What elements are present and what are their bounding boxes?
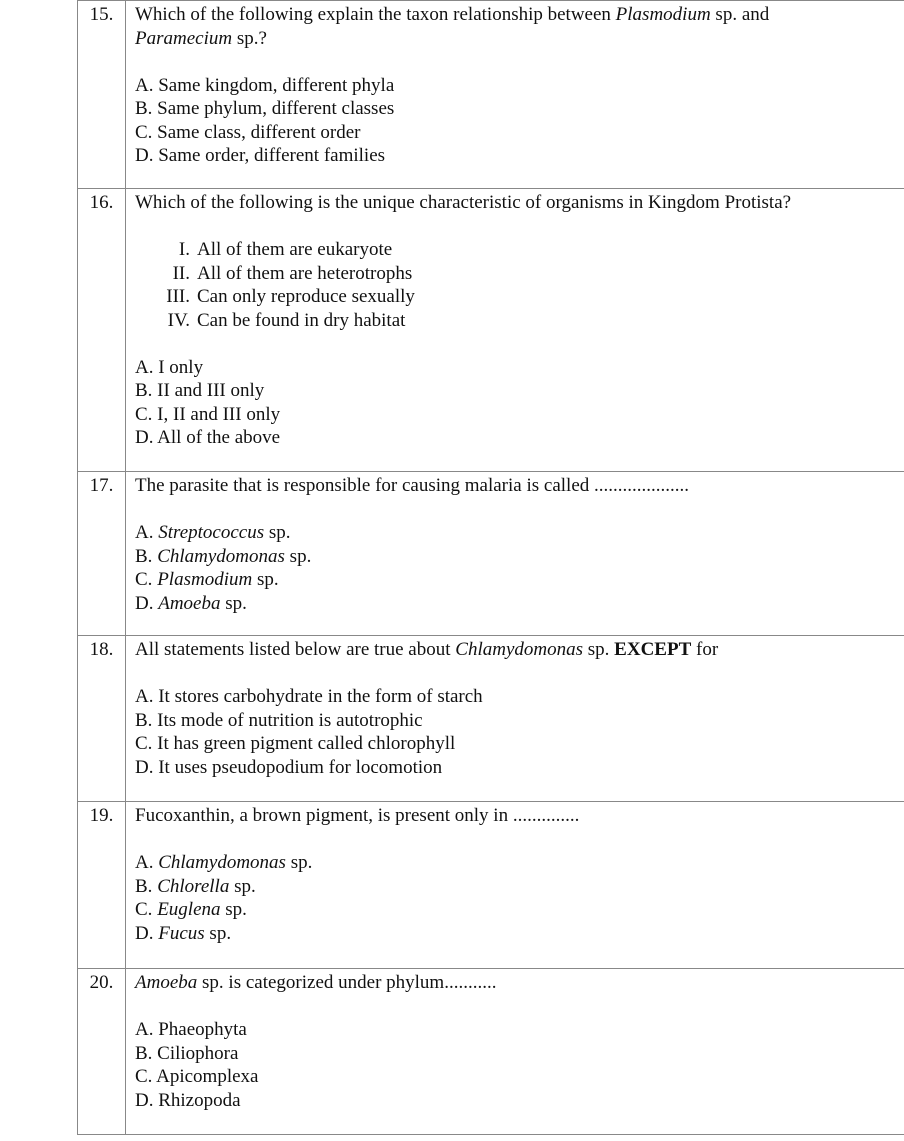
question-number: 19. xyxy=(77,802,126,968)
question-stem: Which of the following is the unique characteristic of organisms in Kingdom Protista? xyxy=(135,192,792,213)
option-b: B. Its mode of nutrition is autotrophic xyxy=(135,709,423,731)
option-d: D. It uses pseudopodium for locomotion xyxy=(135,756,443,778)
option-c: C. Apicomplexa xyxy=(135,1066,259,1087)
question-number: 20. xyxy=(77,969,126,1134)
option-b: B. Same phylum, different classes xyxy=(135,98,395,119)
stem-text: sp.? xyxy=(232,27,267,49)
statement-text: Can only reproduce sexually xyxy=(197,286,415,307)
question-body xyxy=(126,472,904,635)
genus-name: Plasmodium xyxy=(615,4,711,25)
statement-2 xyxy=(135,262,904,286)
question-number: 16. xyxy=(77,189,126,471)
genus-name: Paramecium xyxy=(135,27,233,49)
option-d: D. Fucus sp. xyxy=(135,922,232,944)
question-row-20 xyxy=(77,969,904,1135)
statement-4 xyxy=(135,309,904,333)
option-a: A. Chlamydomonas sp. xyxy=(135,852,313,873)
question-row-18 xyxy=(77,636,904,802)
option-c: C. It has green pigment called chlorophyll xyxy=(135,733,456,754)
option-b: B. Chlorella sp. xyxy=(135,875,256,897)
option-c: C. Same class, different order xyxy=(135,121,361,143)
question-stem: Fucoxanthin, a brown pigment, is present only in .............. xyxy=(135,805,580,826)
option-c: C. I, II and III only xyxy=(135,403,281,425)
question-number: 15. xyxy=(77,1,126,188)
option-d: D. All of the above xyxy=(135,427,281,448)
question-stem xyxy=(135,3,904,50)
question-body xyxy=(126,1,904,188)
question-stem: The parasite that is responsible for causing malaria is called .................... xyxy=(135,475,690,496)
option-a: A. Phaeophyta xyxy=(135,1019,247,1040)
question-row-17 xyxy=(77,472,904,636)
option-d: D. Amoeba sp. xyxy=(135,592,247,614)
question-body xyxy=(126,189,904,471)
statement-text: All of them are eukaryote xyxy=(197,239,393,260)
statement-numeral: II. xyxy=(172,262,190,284)
question-row-16 xyxy=(77,189,904,472)
statement-numeral: IV. xyxy=(167,309,190,331)
option-c: C. Euglena sp. xyxy=(135,899,247,920)
question-body xyxy=(126,969,904,1134)
option-d: D. Same order, different families xyxy=(135,145,386,166)
question-body xyxy=(126,636,904,801)
option-a: A. Same kingdom, different phyla xyxy=(135,74,395,96)
option-b: B. II and III only xyxy=(135,380,265,401)
question-number: 18. xyxy=(77,636,126,801)
stem-text: Which of the following explain the taxon relationship between xyxy=(135,4,616,25)
option-a: A. I only xyxy=(135,356,204,378)
option-c: C. Plasmodium sp. xyxy=(135,569,279,590)
statement-numeral: III. xyxy=(166,286,190,307)
question-stem: Amoeba sp. is categorized under phylum........... xyxy=(135,972,497,993)
question-stem: All statements listed below are true about Chlamydomonas sp. EXCEPT for xyxy=(135,639,719,660)
option-a: A. Streptococcus sp. xyxy=(135,522,291,543)
option-b: B. Chlamydomonas sp. xyxy=(135,545,312,567)
stem-text: sp. and xyxy=(710,4,770,25)
question-row-19 xyxy=(77,802,904,969)
statement-text: Can be found in dry habitat xyxy=(197,309,406,331)
option-a: A. It stores carbohydrate in the form of starch xyxy=(135,686,483,707)
option-b: B. Ciliophora xyxy=(135,1042,239,1064)
statement-3 xyxy=(135,285,904,309)
statement-1 xyxy=(135,238,904,262)
option-d: D. Rhizopoda xyxy=(135,1089,241,1111)
question-row-15 xyxy=(77,1,904,189)
question-table xyxy=(77,0,904,1135)
question-number: 17. xyxy=(77,472,126,635)
question-body xyxy=(126,802,904,968)
statement-text: All of them are heterotrophs xyxy=(197,262,413,284)
statement-numeral: I. xyxy=(178,239,190,260)
